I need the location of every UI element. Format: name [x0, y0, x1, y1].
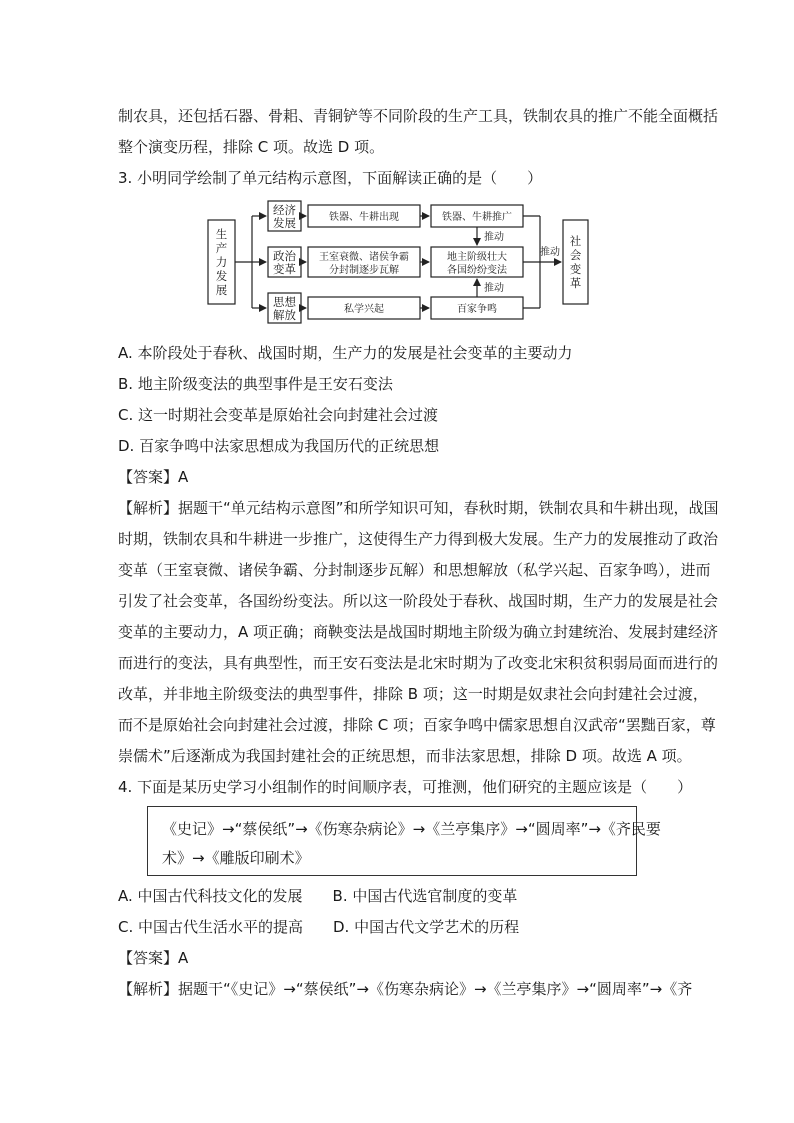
paragraph-line: 整个演变历程，排除 C 项。故选 D 项。 [118, 138, 385, 156]
answer-label: 【答案】A [118, 468, 189, 486]
answer-label: 【答案】A [118, 949, 189, 967]
analysis-line: 而进行的变法，具有典型性，而王安石变法是北宋时期为了改变北宋积贫积弱局面而进行的 [118, 654, 719, 672]
left-char: 生 [215, 227, 228, 241]
out-label: 百家争鸣 [457, 304, 497, 315]
question-4-stem: 4. 下面是某历史学习小组制作的时间顺序表，可推测，他们研究的主题应该是（ ） [118, 778, 693, 796]
chronology-line: 《史记》→“蔡侯纸”→《伤寒杂病论》→《兰亭集序》→“圆周率”→《齐民要 [162, 820, 661, 838]
left-char: 产 [215, 241, 228, 255]
left-char: 发 [215, 269, 228, 283]
analysis-line: 变革（王室衰微、诸侯争霸、分封制逐步瓦解）和思想解放（私学兴起、百家争鸣），进而 [118, 561, 711, 579]
option-a: A. 本阶段处于春秋、战国时期，生产力的发展是社会变革的主要动力 [118, 344, 573, 362]
options-row: C. 中国古代生活水平的提高 D. 中国古代文学艺术的历程 [118, 918, 520, 936]
left-char: 力 [215, 255, 228, 269]
push-label: 推动 [540, 247, 560, 258]
question-3-stem: 3. 小明同学绘制了单元结构示意图，下面解读正确的是（ ） [118, 169, 543, 187]
out-label: 铁器、牛耕推广 [442, 212, 512, 223]
unit-structure-diagram [200, 198, 630, 326]
mid-label: 分封制逐步瓦解 [329, 265, 399, 276]
mid-label: 铁器、牛耕出现 [329, 212, 399, 223]
category-label: 解放 [273, 308, 296, 322]
options-row: A. 中国古代科技文化的发展 B. 中国古代选官制度的变革 [118, 887, 518, 905]
analysis-line: 引发了社会变革，各国纷纷变法。所以这一阶段处于春秋、战国时期，生产力的发展是社会 [118, 592, 719, 610]
mid-label: 王室衰微、诸侯争霸 [319, 252, 409, 263]
mid-label: 私学兴起 [344, 304, 384, 315]
chronology-line: 术》→《雕版印刷术》 [162, 849, 310, 867]
left-char: 展 [215, 283, 228, 297]
right-char: 会 [569, 248, 582, 262]
right-char: 社 [569, 234, 582, 248]
paragraph-line: 制农具，还包括石器、骨耜、青铜铲等不同阶段的生产工具，铁制农具的推广不能全面概括 [118, 107, 719, 125]
option-d: D. 百家争鸣中法家思想成为我国历代的正统思想 [118, 437, 440, 455]
right-char: 革 [569, 276, 582, 290]
analysis-line: 时期，铁制农具和牛耕进一步推广，这使得生产力得到极大发展。生产力的发展推动了政治 [118, 530, 719, 548]
push-label: 推动 [484, 232, 504, 243]
analysis-line: 改革，并非地主阶级变法的典型事件，排除 B 项；这一时期是奴隶社会向封建社会过渡， [118, 685, 708, 703]
analysis-line: 【解析】据题干“《史记》→“蔡侯纸”→《伤寒杂病论》→《兰亭集序》→“圆周率”→《齐 [118, 980, 693, 998]
category-label: 政治 [273, 249, 296, 263]
category-label: 经济 [273, 203, 296, 217]
out-label: 地主阶级壮大 [447, 252, 507, 263]
right-char: 变 [569, 262, 582, 276]
option-b: B. 地主阶级变法的典型事件是王安石变法 [118, 375, 393, 393]
category-label: 发展 [273, 216, 296, 230]
option-c: C. 这一时期社会变革是原始社会向封建社会过渡 [118, 406, 439, 424]
category-label: 变革 [273, 262, 296, 276]
push-label: 推动 [484, 283, 504, 294]
analysis-line: 变革的主要动力，A 项正确；商鞅变法是战国时期地主阶级为确立封建统治、发展封建经济 [118, 623, 719, 641]
analysis-line: 崇儒术”后逐渐成为我国封建社会的正统思想，而非法家思想，排除 D 项。故选 A 项。 [118, 747, 692, 765]
chronology-box [147, 806, 661, 876]
analysis-line: 而不是原始社会向封建社会过渡，排除 C 项；百家争鸣中儒家思想自汉武帝“罢黜百家，尊 [118, 716, 716, 734]
analysis-line: 【解析】据题干“单元结构示意图”和所学知识可知，春秋时期，铁制农具和牛耕出现，战国 [118, 499, 719, 517]
category-label: 思想 [273, 295, 296, 309]
out-label: 各国纷纷变法 [447, 265, 507, 276]
